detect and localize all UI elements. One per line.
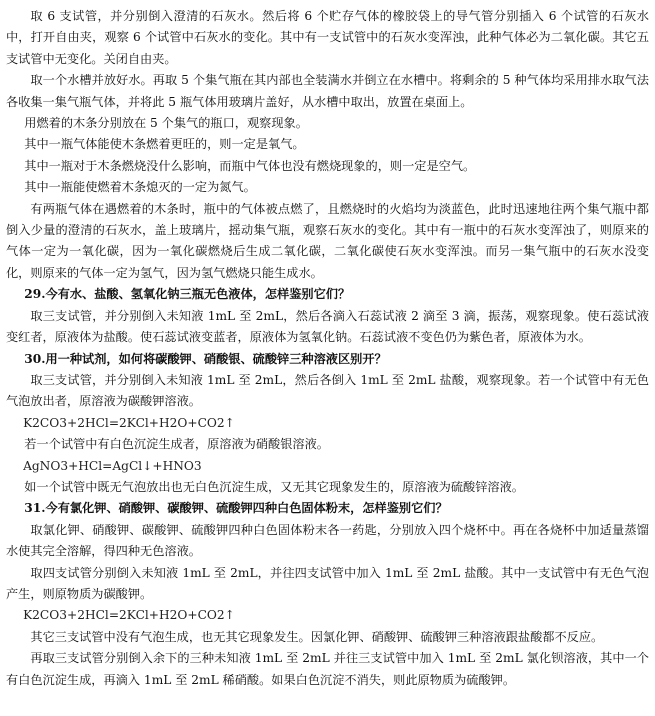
paragraph: 取四支试管分别倒入未知液 1mL 至 2mL，并往四支试管中加入 1mL 至 2mL 盐酸。其中一支试管中有无色气泡产生，则原物质为碳酸钾。 [6, 565, 649, 601]
paragraph: 取三支试管，并分别倒入未知液 1mL 至 2mL，然后各滴入石蕊试液 2 滴至 3 滴，振荡，观察现象。使石蕊试液变红者，原液体为盐酸。使石蕊试液变蓝者，原液体为氢氧化钠。石蕊试液不变色仍为紫色者，原液体为水。 [6, 308, 649, 345]
paragraph: 其中一瓶气体能使木条燃着更旺的，则一定是氧气。 [24, 137, 305, 152]
chemical-equation: AgNO3+HCl=AgCl↓+HNO3 [23, 458, 202, 473]
question-heading: 31.今有氯化钾、硝酸钾、碳酸钾、硫酸钾四种白色固体粉末，怎样鉴别它们？ [24, 501, 448, 516]
paragraph: 若一个试管中有白色沉淀生成者，原溶液为硝酸银溶液。 [24, 437, 329, 452]
chemical-equation: K2CO3+2HCl=2KCl+H2O+CO2↑ [23, 608, 235, 623]
question-heading: 30.用一种试剂，如何将碳酸钾、硝酸银、硫酸锌三种溶液区别开？ [24, 351, 387, 366]
paragraph: 有两瓶气体在遇燃着的木条时，瓶中的气体被点燃了，且燃烧时的火焰均为淡蓝色，此时迅速地往两个集气瓶中都倒入少量的澄清的石灰水，盖上玻璃片，摇动集气瓶，观察石灰水的变化。其中有一瓶中的石灰水变浑浊了，则原来的气体一定为一氧化碳，因为一氧化碳燃烧后生成二氧化碳，二氧化碳使石灰水变浑浊。而另一集气瓶中的石灰水没变化，则原来的气体一定为氢气，因为氢气燃烧只能生成水。 [6, 201, 649, 280]
paragraph: 其中一瓶能使燃着木条熄灭的一定为氮气。 [24, 180, 256, 195]
paragraph: 用燃着的木条分别放在 5 个集气的瓶口，观察现象。 [24, 116, 308, 131]
paragraph: 取三支试管，并分别倒入未知液 1mL 至 2mL，然后各倒入 1mL 至 2mL 盐酸，观察现象。若一个试管中有无色气泡放出者，原溶液为碳酸钾溶液。 [6, 372, 649, 409]
paragraph: 取 6 支试管，并分别倒入澄清的石灰水。然后将 6 个贮存气体的橡胶袋上的导气管分别插入 6 个试管的石灰水中，打开自由夹，观察 6 个试管中石灰水的变化。其中有一支试管中的石灰水变浑浊，此种气体必为二氧化碳。其它五支试管中无变化。关闭自由夹。 [6, 9, 649, 66]
paragraph: 其中一瓶对于木条燃烧没什么影响，而瓶中气体也没有燃烧现象的，则一定是空气。 [24, 158, 476, 173]
paragraph: 取一个水槽并放好水。再取 5 个集气瓶在其内部也全装满水并倒立在水槽中。将剩余的 5 种气体均采用排水取气法各收集一集气瓶气体，并将此 5 瓶气体用玻璃片盖好，从水槽中取出，放置在桌面上。 [6, 73, 649, 109]
chemical-equation: K2CO3+2HCl=2KCl+H2O+CO2↑ [23, 415, 235, 430]
paragraph: 取氯化钾、硝酸钾、碳酸钾、硫酸钾四种白色固体粉末各一药匙，分别放入四个烧杯中。再在各烧杯中加适量蒸馏水使其完全溶解，得四种无色溶液。 [6, 522, 649, 559]
question-heading: 29.今有水、盐酸、氢氧化钠三瓶无色液体，怎样鉴别它们？ [24, 287, 351, 302]
paragraph: 再取三支试管分别倒入余下的三种未知液 1mL 至 2mL 并往三支试管中加入 1mL 至 2mL 氯化钡溶液，其中一个有白色沉淀生成，再滴入 1mL 至 2mL 稀硝酸。如果白色沉淀不消失，则此原物质为硫酸钾。 [6, 651, 649, 687]
paragraph: 其它三支试管中没有气泡生成，也无其它现象发生。因氯化钾、硝酸钾、硫酸钾三种溶液跟盐酸都不反应。 [30, 629, 604, 644]
paragraph: 如一个试管中既无气泡放出也无白色沉淀生成，又无其它现象发生的，原溶液为硫酸锌溶液。 [24, 479, 524, 494]
